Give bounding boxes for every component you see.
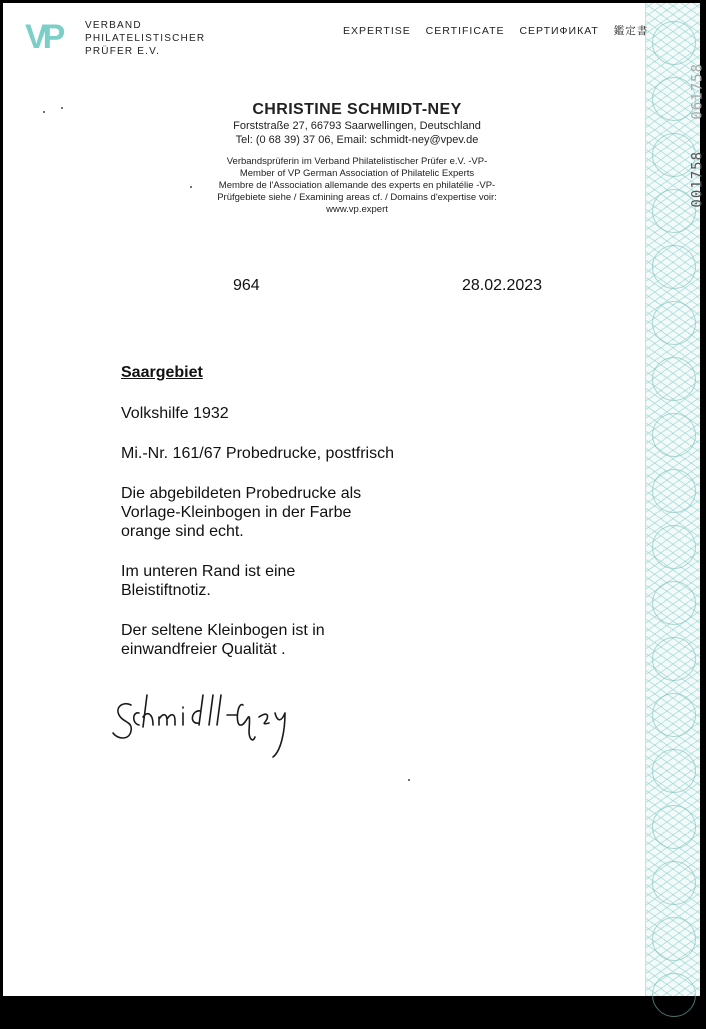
margin-note: Im unteren Rand ist eine Bleistiftnotiz. bbox=[121, 563, 296, 599]
guilloche-cell bbox=[652, 301, 696, 345]
guilloche-cell bbox=[652, 581, 696, 625]
expert-website: www.vp.expert bbox=[326, 204, 388, 215]
membership-line: Membre de l'Association allemande des experts en philatélie -VP- bbox=[218, 180, 496, 191]
serial-number: 001758 bbox=[690, 151, 706, 208]
guilloche-cell bbox=[652, 973, 696, 1017]
expert-contact: Tel: (0 68 39) 37 06, Email: schmidt-ney@vpev.de bbox=[235, 134, 479, 146]
vp-logo: VP bbox=[25, 18, 61, 56]
certificate-body bbox=[121, 363, 541, 680]
issue-name: Volkshilfe 1932 bbox=[121, 405, 229, 422]
certificate-word: CERTIFICATE bbox=[425, 25, 505, 37]
handwritten-signature bbox=[109, 691, 329, 761]
paper-speck bbox=[61, 107, 63, 109]
expert-address: Forststraße 27, 66793 Saarwellingen, Deutschland bbox=[233, 120, 481, 132]
association-line: PRÜFER E.V. bbox=[85, 46, 161, 57]
expert-name: CHRISTINE SCHMIDT-NEY bbox=[252, 101, 462, 118]
membership-line: Verbandsprüferin im Verband Philatelistischer Prüfer e.V. -VP- bbox=[226, 156, 488, 167]
certificate-title-line bbox=[343, 23, 659, 38]
guilloche-cell bbox=[652, 637, 696, 681]
paper-speck bbox=[43, 111, 45, 113]
certificate-number: 964 bbox=[233, 277, 260, 294]
stamp-area-heading: Saargebiet bbox=[121, 364, 203, 381]
guilloche-cell bbox=[652, 861, 696, 905]
guilloche-cell bbox=[652, 413, 696, 457]
guilloche-cell bbox=[652, 693, 696, 737]
quality-statement: Der seltene Kleinbogen ist in einwandfreier Qualität . bbox=[121, 622, 325, 658]
guilloche-cell bbox=[652, 245, 696, 289]
certificate-word: СЕРТИФИКАТ bbox=[519, 25, 599, 37]
paper-speck bbox=[408, 779, 410, 781]
association-line: VERBAND bbox=[85, 20, 142, 31]
guilloche-cell bbox=[652, 749, 696, 793]
guilloche-cell bbox=[652, 917, 696, 961]
guilloche-cell bbox=[652, 469, 696, 513]
certificate-page bbox=[3, 3, 706, 996]
association-line: PHILATELISTISCHER bbox=[85, 33, 206, 44]
association-name bbox=[85, 19, 205, 58]
guilloche-cell bbox=[652, 805, 696, 849]
membership-line: Prüfgebiete siehe / Examining areas cf. / Domains d'expertise voir: bbox=[217, 192, 497, 203]
serial-number-faint: 061758 bbox=[690, 63, 706, 120]
catalog-number: Mi.-Nr. 161/67 Probedrucke, postfrisch bbox=[121, 445, 395, 462]
guilloche-cell bbox=[652, 525, 696, 569]
guilloche-cell bbox=[652, 357, 696, 401]
certificate-word: 鑑定書 bbox=[613, 25, 649, 37]
certificate-date: 28.02.2023 bbox=[462, 277, 543, 294]
certificate-word: EXPERTISE bbox=[343, 25, 411, 37]
paper-speck bbox=[190, 186, 192, 188]
membership-line: Member of VP German Association of Philatelic Experts bbox=[239, 168, 475, 179]
authenticity-statement: Die abgebildeten Probedrucke als Vorlage-Kleinbogen in der Farbe orange sind echt. bbox=[121, 485, 362, 540]
expert-letterhead bbox=[193, 101, 521, 216]
